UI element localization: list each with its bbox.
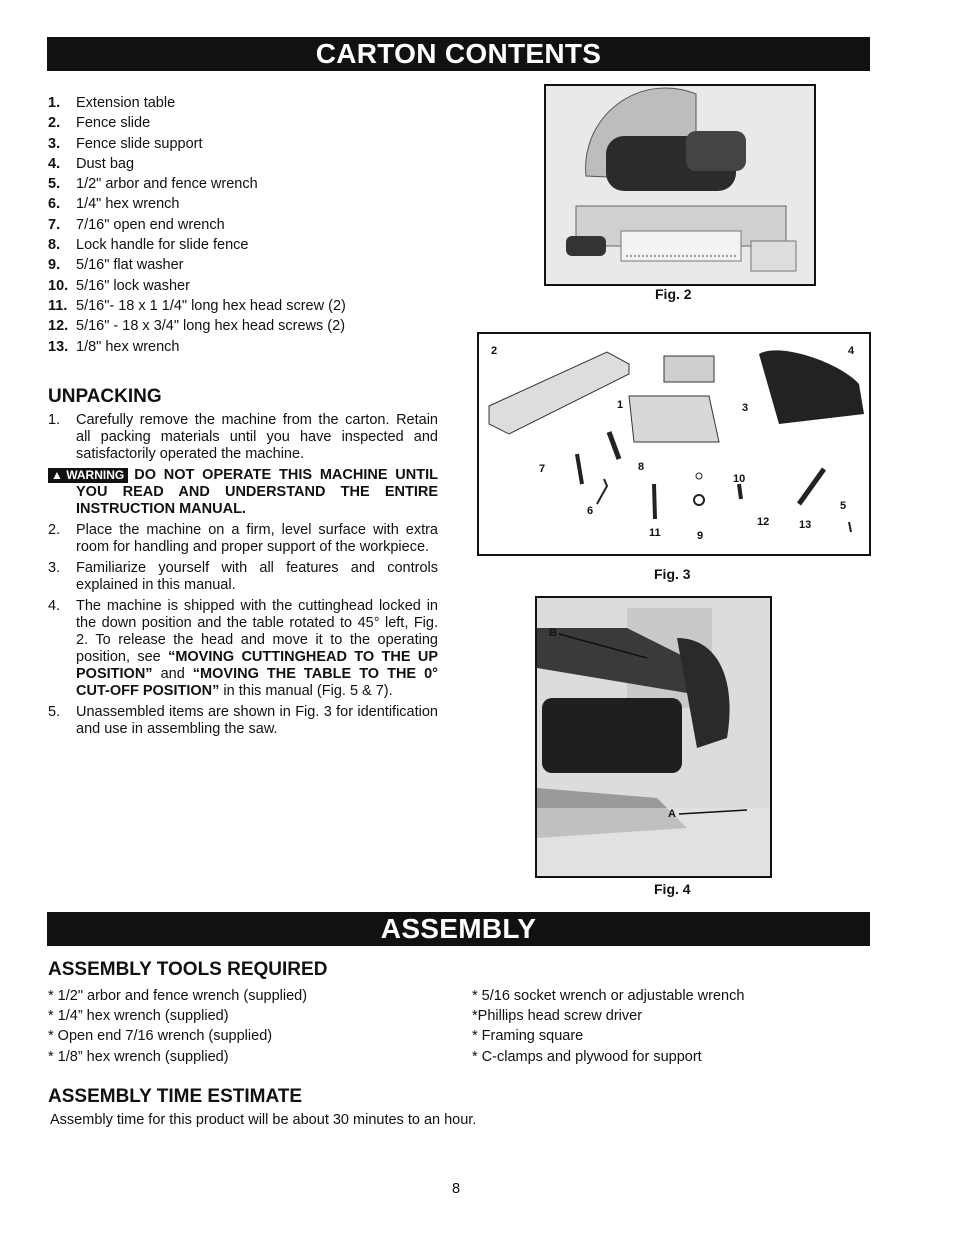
list-item: 2. Fence slide [48,115,151,132]
assembly-tools-heading: ASSEMBLY TOOLS REQUIRED [48,959,328,980]
part-label: 13 [799,519,812,531]
list-item: 12. 5/16" - 18 x 3/4" long hex head screws (2) [48,318,346,335]
part-label: 3 [742,402,749,414]
callout-label: A [668,808,676,820]
fig3-caption: Fig. 3 [654,566,691,582]
part-label: 5 [840,500,847,512]
assembly-time-text: Assembly time for this product will be about 30 minutes to an hour. [50,1112,477,1128]
list-item: * 1/4” hex wrench (supplied) [48,1008,229,1025]
tools-list-left [48,986,448,1067]
part-label: 10 [733,473,746,485]
list-item: * 1/8” hex wrench (supplied) [48,1048,229,1065]
fig2-caption: Fig. 2 [655,286,692,302]
saw-handle-illustration [537,598,770,876]
unpacking-section [48,412,438,742]
part-label: 11 [649,527,661,539]
list-item: 3. Fence slide support [48,135,203,152]
list-item: 13. 1/8" hex wrench [48,338,180,355]
list-item: 8. Lock handle for slide fence [48,237,249,254]
unpacking-step: 4. The machine is shipped with the cuttinghead locked in the down position and the table rotated to 45° left, Fig. 2. To release the head and move it to the operating position, see “MOVING CUTTINGHEAD TO THE UP POSITION” and “MOVING THE TABLE TO THE 0° CUT-OFF POSITION” in this manual (Fig. 5 & 7). [48,598,438,699]
carton-contents-banner: CARTON CONTENTS [47,37,870,71]
list-item: 10. 5/16" lock washer [48,277,190,294]
unpacking-step: 3. Familiarize yourself with all features and controls explained in this manual. [48,560,438,593]
fig4-caption: Fig. 4 [654,881,691,897]
unpacking-step: 5. Unassembled items are shown in Fig. 3 for identification and use in assembling the saw. [48,704,438,737]
unpacking-step: 1. Carefully remove the machine from the carton. Retain all packing materials until you have inspected and satisfactorily operated the machine. [48,412,438,462]
carton-contents-list [48,94,468,358]
list-item: 11. 5/16"- 18 x 1 1/4" long hex head screw (2) [48,297,346,314]
part-label: 6 [587,505,594,517]
part-label: 2 [491,345,498,357]
list-item: 1. Extension table [48,95,176,111]
list-item: 7. 7/16" open end wrench [48,216,225,233]
miter-saw-illustration [546,86,814,284]
list-item: *Phillips head screw driver [472,1008,643,1025]
unpacking-step: 2. Place the machine on a firm, level surface with extra room for handling and proper support of the workpiece. [48,522,438,555]
assembly-banner: ASSEMBLY [47,912,870,946]
page-number: 8 [452,1181,461,1197]
part-label: 8 [638,461,645,473]
list-item: 4. Dust bag [48,155,135,172]
part-label: 7 [539,463,546,475]
list-item: 5. 1/2" arbor and fence wrench [48,176,258,193]
assembly-time-heading: ASSEMBLY TIME ESTIMATE [48,1086,303,1107]
warning-badge: ▲ WARNING [48,468,128,483]
part-label: 12 [757,516,770,528]
list-item: * Framing square [472,1028,584,1045]
list-item: * 5/16 socket wrench or adjustable wrench [472,988,745,1004]
part-label: 1 [617,399,624,411]
fig2-saw-photo [544,84,816,286]
tools-list-right [472,986,892,1067]
fig3-parts-diagram [477,332,871,556]
part-label: 4 [848,345,855,357]
warning-notice: ▲ WARNING DO NOT OPERATE THIS MACHINE UNTIL YOU READ AND UNDERSTAND THE ENTIRE INSTRUCTION MANUAL. [48,467,438,518]
parts-illustration [479,334,869,554]
callout-label: B [549,627,557,639]
part-label: 9 [697,530,704,542]
list-item: 9. 5/16" flat washer [48,257,184,274]
unpacking-heading: UNPACKING [48,386,162,407]
list-item: * Open end 7/16 wrench (supplied) [48,1028,273,1045]
list-item: * C-clamps and plywood for support [472,1048,702,1065]
list-item: * 1/2" arbor and fence wrench (supplied) [48,988,308,1004]
list-item: 6. 1/4" hex wrench [48,196,180,213]
fig4-handle-photo [535,596,772,878]
